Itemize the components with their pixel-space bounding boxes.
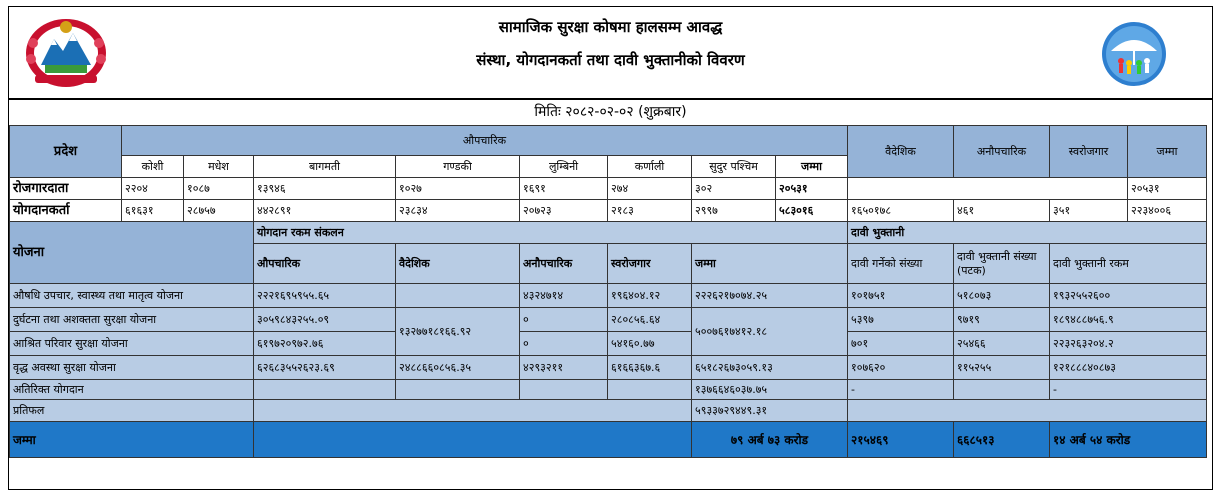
province-total-header: जम्मा [776, 156, 848, 178]
cell: २८०८५६.६४ [608, 308, 692, 332]
col-header: अनौपचारिक [520, 244, 608, 284]
cell: ५३९७ [848, 308, 954, 332]
scheme-row [10, 332, 1207, 356]
yojana-header: योजना [10, 222, 254, 284]
dabi-col-header: दावी गर्नेको संख्या [848, 244, 954, 284]
report-header [9, 7, 1212, 100]
cell: २२३४००६ [1128, 200, 1207, 222]
cell: ५४१६०.७७ [608, 332, 692, 356]
col-header: स्वरोजगार [608, 244, 692, 284]
total-amount: ७९ अर्ब ७३ करोड [692, 422, 848, 458]
dabi-header: दावी भुक्तानी [848, 222, 1207, 244]
cell: ० [520, 332, 608, 356]
total-claimants: २१५४६९ [848, 422, 954, 458]
cell: २०५३१ [1128, 178, 1207, 200]
cell: २०७२३ [520, 200, 608, 222]
cell: ५००७६१७४१२.१८ [692, 308, 848, 356]
cell: १३२७७१८१६६.९२ [396, 308, 520, 356]
cell: १६५०१७८ [848, 200, 954, 222]
cell: २८७५७ [184, 200, 254, 222]
total-claims: ६६८५१३ [954, 422, 1050, 458]
anaupacharik-header: अनौपचारिक [954, 126, 1050, 178]
cell: - [848, 380, 954, 400]
cell: १९३२५५२६०० [1050, 284, 1207, 308]
cell: १९६४०४.१२ [608, 284, 692, 308]
report-sheet [8, 6, 1213, 490]
pradesh-header: प्रदेश [10, 126, 122, 178]
scheme-label: औषधि उपचार, स्वास्थ्य तथा मातृत्व योजना [10, 284, 254, 308]
row-label: योगदानकर्ता [10, 200, 122, 222]
t1-row-contributor [10, 200, 1207, 222]
scheme-row [10, 380, 1207, 400]
report-table [9, 125, 1207, 458]
cell: ६१६६३६७.६ [608, 356, 692, 380]
total-claim-amount: १४ अर्ब ५४ करोड [1050, 422, 1207, 458]
cell: ३५१ [1050, 200, 1128, 222]
province-header: लुम्बिनी [520, 156, 608, 178]
col-header: जम्मा [692, 244, 848, 284]
col-header: औपचारिक [254, 244, 396, 284]
cell [520, 380, 608, 400]
cell: १६९१ [520, 178, 608, 200]
t1-row-employer [10, 178, 1207, 200]
cell: - [1050, 380, 1207, 400]
cell [254, 400, 692, 422]
province-header: बागमती [254, 156, 396, 178]
scheme-label: आश्रित परिवार सुरक्षा योजना [10, 332, 254, 356]
cell: २१८३ [608, 200, 692, 222]
dabi-col-header: दावी भुक्तानी रकम [1050, 244, 1207, 284]
province-header: मधेश [184, 156, 254, 178]
scheme-row [10, 356, 1207, 380]
cell: २२३२६३२०४.२ [1050, 332, 1207, 356]
scheme-label: प्रतिफल [10, 400, 254, 422]
scheme-row [10, 308, 1207, 332]
report-date: मितिः २०८२-०२-०२ (शुक्रबार) [534, 104, 687, 120]
cell: ६५१८२६७३०५९.१३ [692, 356, 848, 380]
cell: १०१७५१ [848, 284, 954, 308]
grand-total-row [10, 422, 1207, 458]
cell: १३९४६ [254, 178, 396, 200]
cell: ४३२४७१४ [520, 284, 608, 308]
cell: ११५२५५ [954, 356, 1050, 380]
cell: ६१९७२०९७२.७६ [254, 332, 396, 356]
cell: ५९३३७२९४४९.३१ [692, 400, 848, 422]
jamma-header: जम्मा [1128, 126, 1207, 178]
swarojgar-header: स्वरोजगार [1050, 126, 1128, 178]
cell [608, 380, 692, 400]
cell: ३०५९८४३२५५.०९ [254, 308, 396, 332]
cell: २२२१६९५९५५.६५ [254, 284, 396, 308]
cell [396, 380, 520, 400]
cell: ५८३०१६ [776, 200, 848, 222]
cell: ४२९३२११ [520, 356, 608, 380]
cell: २४८८६६०८५६.३५ [396, 356, 520, 380]
province-header: कोशी [122, 156, 184, 178]
cell: ४४२८९१ [254, 200, 396, 222]
cell: १८९४८८७५६.९ [1050, 308, 1207, 332]
dabi-col-header: दावी भुक्तानी संख्या (पटक) [954, 244, 1050, 284]
cell [848, 400, 1207, 422]
cell: ९७१९ [954, 308, 1050, 332]
cell: ६१६३१ [122, 200, 184, 222]
cell: ७०१ [848, 332, 954, 356]
aupacharik-header: औपचारिक [122, 126, 848, 156]
cell [396, 284, 520, 308]
cell: १०७६२० [848, 356, 954, 380]
cell: २९९७ [692, 200, 776, 222]
cell [254, 380, 396, 400]
scheme-label: दुर्घटना तथा अशक्तता सुरक्षा योजना [10, 308, 254, 332]
sankalan-header: योगदान रकम संकलन [254, 222, 848, 244]
cell: २७४ [608, 178, 692, 200]
cell: १२१८८८४०८७३ [1050, 356, 1207, 380]
scheme-label: अतिरिक्त योगदान [10, 380, 254, 400]
cell: २३८३४ [396, 200, 520, 222]
cell: १०२७ [396, 178, 520, 200]
cell: ३०२ [692, 178, 776, 200]
baideshik-header: वैदेशिक [848, 126, 954, 178]
cell: २२०४ [122, 178, 184, 200]
province-header: कर्णाली [608, 156, 692, 178]
cell [954, 380, 1050, 400]
t2-header-row [10, 222, 1207, 244]
cell: २०५३१ [776, 178, 848, 200]
cell [848, 178, 1128, 200]
cell: १०८७ [184, 178, 254, 200]
total-label: जम्मा [10, 422, 254, 458]
cell [254, 422, 692, 458]
province-header: सुदुर पश्चिम [692, 156, 776, 178]
report-subtitle: संस्था, योगदानकर्ता तथा दावी भुक्तानीको विवरण [476, 51, 745, 69]
scheme-row [10, 400, 1207, 422]
cell: २५४६६ [954, 332, 1050, 356]
scheme-label: वृद्ध अवस्था सुरक्षा योजना [10, 356, 254, 380]
cell: ५१८०७३ [954, 284, 1050, 308]
cell: २२२६२१७०७४.२५ [692, 284, 848, 308]
report-title: सामाजिक सुरक्षा कोषमा हालसम्म आवद्ध [498, 18, 723, 36]
col-header: वैदेशिक [396, 244, 520, 284]
row-label: रोजगारदाता [10, 178, 122, 200]
cell: ० [520, 308, 608, 332]
province-header: गण्डकी [396, 156, 520, 178]
scheme-row [10, 284, 1207, 308]
t1-header-row [10, 126, 1207, 156]
cell: ६२६८३५५२६२३.६९ [254, 356, 396, 380]
social-security-fund-logo-icon [1101, 21, 1167, 87]
cell: ४६१ [954, 200, 1050, 222]
cell: १३७६६४६०३७.७५ [692, 380, 848, 400]
